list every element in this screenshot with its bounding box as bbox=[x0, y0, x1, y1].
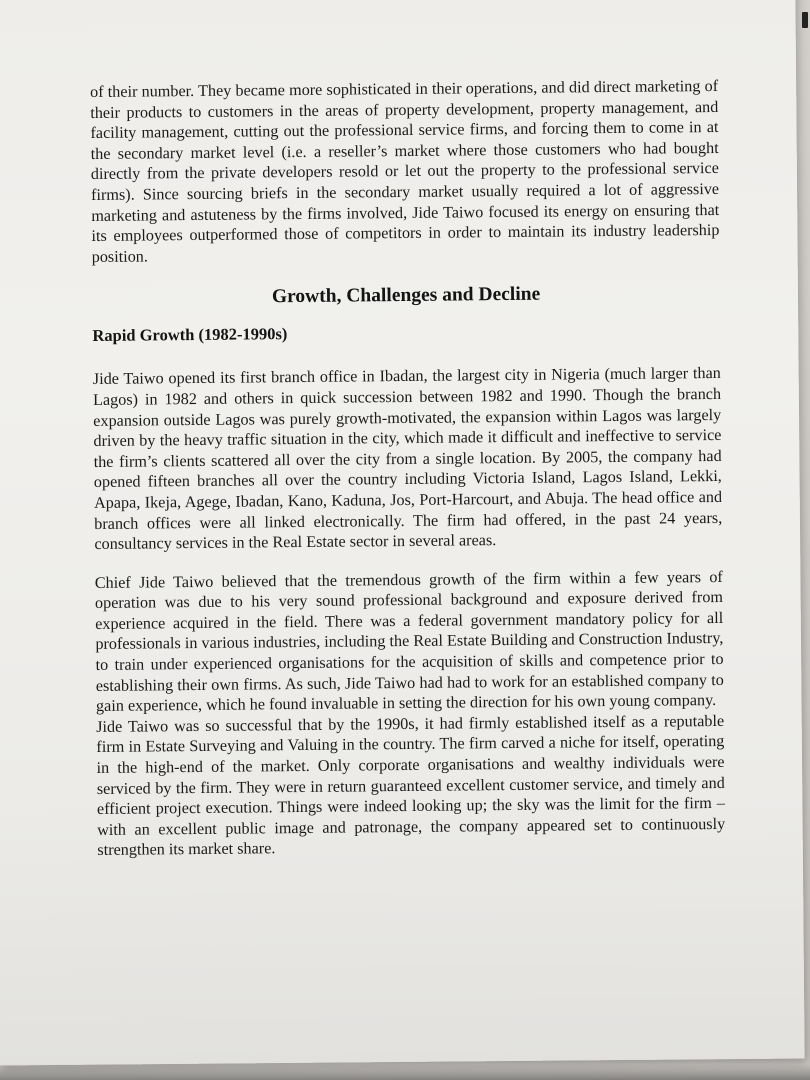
paragraph-branch-expansion: Jide Taiwo opened its first branch office in Ibadan, the largest city in Nigeria (much larger than Lagos) in 1982 and others in quick succession between 1982 and 1990. Though the branch expansion outside Lagos was purely growth-motivated, the expansion within Lagos was largely driven by the heavy traffic situation in the city, which made it difficult and ineffective to service the firm’s clients scattered all over the city from a single location. By 2005, the company had opened fifteen branches all over the country including Victoria Island, Lagos Island, Lekki, Apapa, Ikeja, Agege, Ibadan, Kano, Kaduna, Jos, Port-Harcourt, and Abuja. The head office and branch offices were all linked electronically. The firm had offered, in the past 24 years, consultancy services in the Real Estate sector in several areas. bbox=[92, 364, 723, 554]
bottom-shadow bbox=[0, 1064, 810, 1080]
page-corner-mark bbox=[802, 12, 808, 28]
subsection-heading: Rapid Growth (1982-1990s) bbox=[92, 324, 288, 346]
document-body bbox=[90, 76, 725, 861]
section-heading: Growth, Challenges and Decline bbox=[271, 284, 541, 308]
intro-paragraph: of their number. They became more sophisticated in their operations, and did direct marketing of their products to customers in the areas of property development, property management, and facility management, cutting out the professional service firms, and forcing them to come in at the secondary market level (i.e. a reseller’s market where those customers who had bought directly from the private developers resold or let out the property to the professional service firms). Since sourcing briefs in the secondary market usually required a lot of aggressive marketing and astuteness by the firms involved, Jide Taiwo focused its energy on ensuring that its employees outperformed those of competitors in order to maintain its industry leadership position. bbox=[90, 76, 720, 266]
paragraph-1990s-success: Jide Taiwo was so successful that by the 1990s, it had firmly established itself as a reputable firm in Estate Surveying and Valuing in the country. The firm carved a niche for itself, operating in the high-end of the market. Only corporate organisations and wealthy individuals were serviced by the firm. They were in return guaranteed excellent customer service, and timely and efficient project execution. Things were indeed looking up; the sky was the limit for the firm – with an excellent public image and patronage, the company appeared set to continuously strengthen its market share. bbox=[96, 711, 726, 860]
paragraph-founder-background: Chief Jide Taiwo believed that the tremendous growth of the firm within a few years of operation was due to his very sound professional background and exposure derived from experience acquired in the field. There was a federal government mandatory policy for all professionals in various industries, including the Real Estate Building and Construction Industry, to train under experienced organisations for the acquisition of skills and competence prior to establishing their own firms. As such, Jide Taiwo had had to work for an established company to gain experience, which he found invaluable in setting the direction for his own young company. bbox=[94, 567, 724, 716]
